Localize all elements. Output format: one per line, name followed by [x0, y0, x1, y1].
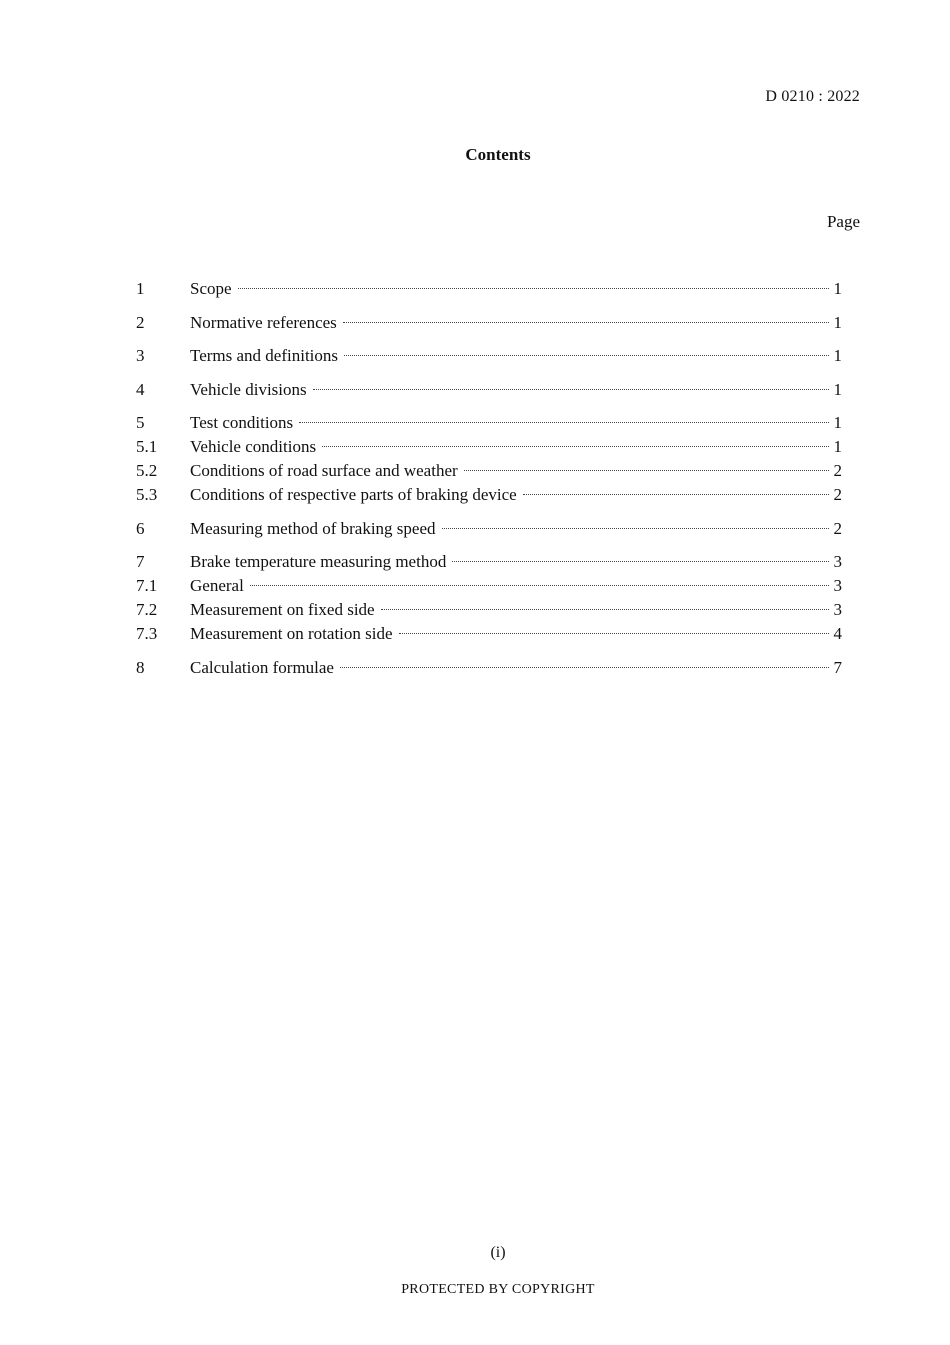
- copyright-notice: PROTECTED BY COPYRIGHT: [401, 1282, 595, 1297]
- toc-entry-page: 7: [833, 657, 842, 677]
- toc-entry[interactable]: [136, 459, 842, 483]
- dot-leader: [299, 421, 829, 423]
- toc-entry-title: General: [190, 576, 244, 595]
- toc-entry-number: 7.3: [136, 624, 158, 643]
- toc-entry-title: Conditions of respective parts of braking device: [190, 485, 517, 504]
- toc-entry[interactable]: [136, 378, 842, 402]
- toc-entry-page: 1: [833, 346, 842, 365]
- dot-leader: [464, 469, 829, 471]
- toc-entry-page: 3: [833, 552, 842, 571]
- page-number: (i): [490, 1244, 506, 1261]
- toc-entry-title: Measurement on fixed side: [190, 600, 375, 619]
- dot-leader: [340, 666, 829, 668]
- dot-leader: [322, 445, 829, 447]
- toc-entry-page: 2: [833, 485, 842, 504]
- toc-entry-page: 1: [833, 437, 842, 456]
- toc-entry-page: 4: [833, 624, 842, 643]
- dot-leader: [381, 608, 829, 610]
- toc-entry-number: 2: [136, 312, 145, 332]
- toc-entry-number: 1: [136, 279, 145, 298]
- toc-entry-title: Normative references: [190, 312, 337, 332]
- toc-entry-page: 1: [833, 379, 842, 399]
- dot-leader: [313, 388, 829, 390]
- dot-leader: [452, 560, 829, 562]
- toc-entry[interactable]: [136, 483, 842, 507]
- toc-entry-number: 8: [136, 657, 145, 677]
- toc-entry[interactable]: [136, 517, 842, 541]
- toc-entry-page: 2: [833, 518, 842, 538]
- dot-leader: [344, 354, 829, 356]
- toc-entry-number: 5.1: [136, 437, 158, 456]
- dot-leader: [442, 527, 830, 529]
- toc-entry-number: 4: [136, 379, 145, 399]
- toc-entry-title: Calculation formulae: [190, 657, 334, 677]
- toc-entry[interactable]: [136, 574, 842, 598]
- toc-entry-number: 7.2: [136, 600, 158, 619]
- toc-entry[interactable]: [136, 550, 842, 574]
- toc-entry-title: Conditions of road surface and weather: [190, 461, 458, 480]
- toc-entry-page: 3: [833, 576, 842, 595]
- toc-entry-title: Terms and definitions: [190, 346, 339, 365]
- dot-leader: [343, 321, 829, 323]
- toc-entry-page: 1: [833, 279, 842, 298]
- toc-entry-page: 2: [833, 461, 842, 480]
- toc-entry-title: Measuring method of braking speed: [190, 518, 436, 538]
- page-column-label: Page: [826, 212, 860, 231]
- toc-entry-title: Vehicle divisions: [190, 379, 307, 399]
- table-of-contents: [136, 277, 842, 680]
- toc-entry-number: 7: [136, 552, 145, 571]
- dot-leader: [238, 287, 829, 289]
- document-code: D 0210 : 2022: [765, 88, 860, 105]
- toc-entry-number: 3: [136, 346, 145, 365]
- toc-entry-title: Vehicle conditions: [190, 437, 317, 456]
- toc-entry[interactable]: [136, 344, 842, 368]
- toc-entry[interactable]: [136, 435, 842, 459]
- toc-entry-number: 5.2: [136, 461, 158, 480]
- toc-entry-title: Scope: [190, 279, 232, 298]
- toc-entry[interactable]: [136, 277, 842, 301]
- toc-entry-page: 3: [833, 600, 842, 619]
- toc-entry-title: Brake temperature measuring method: [190, 552, 447, 571]
- dot-leader: [250, 584, 829, 586]
- toc-entry-page: 1: [833, 413, 842, 432]
- toc-entry-number: 5: [136, 413, 145, 432]
- toc-entry[interactable]: [136, 311, 842, 335]
- toc-entry[interactable]: [136, 411, 842, 435]
- toc-entry-number: 6: [136, 518, 145, 538]
- toc-entry-number: 5.3: [136, 485, 158, 504]
- toc-entry-title: Measurement on rotation side: [190, 624, 393, 643]
- toc-entry[interactable]: [136, 622, 842, 646]
- page-title: Contents: [465, 145, 531, 164]
- dot-leader: [399, 632, 829, 634]
- toc-entry-number: 7.1: [136, 576, 158, 595]
- dot-leader: [523, 493, 829, 495]
- toc-entry[interactable]: [136, 598, 842, 622]
- toc-entry[interactable]: [136, 656, 842, 680]
- toc-entry-title: Test conditions: [190, 413, 294, 432]
- toc-entry-page: 1: [833, 312, 842, 332]
